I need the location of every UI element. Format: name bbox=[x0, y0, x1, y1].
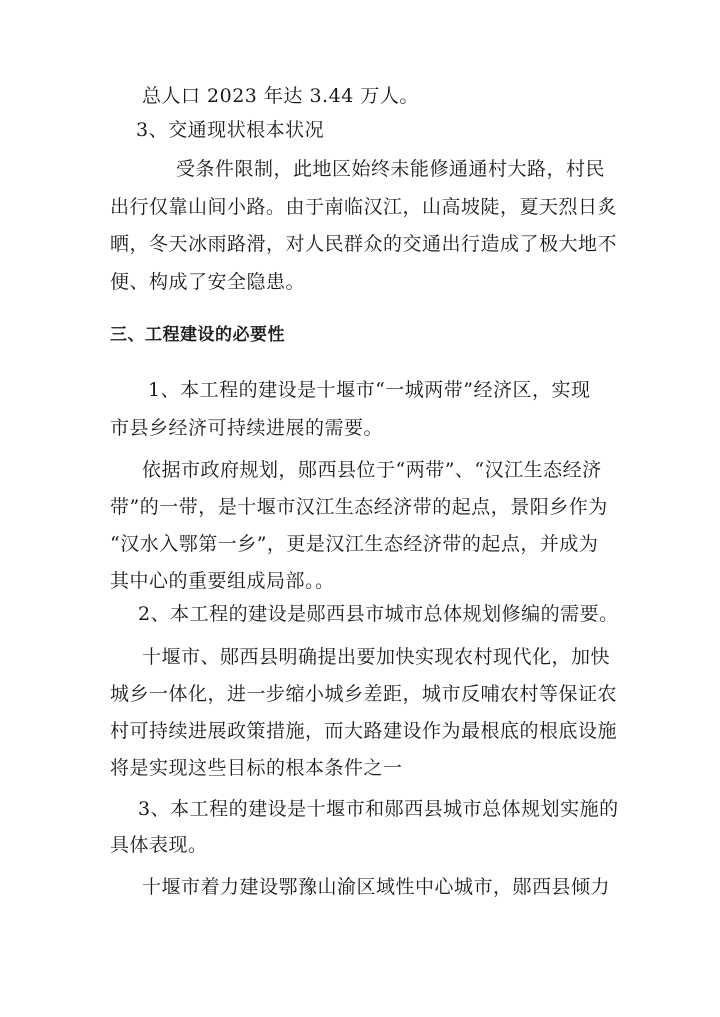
paragraph-line: “汉水入鄂第一乡”，更是汉江生态经济带的起点，并成为 bbox=[110, 533, 599, 555]
paragraph-line: 3、本工程的建设是十堰市和郧西县城市总体规划实施的 bbox=[138, 798, 619, 820]
paragraph-line: 十堰市、郧西县明确提出要加快实现农村现代化，加快 bbox=[142, 646, 611, 668]
paragraph-line: 出行仅靠山间小路。由于南临汉江，山高坡陡，夏天烈日炙 bbox=[110, 196, 618, 218]
paragraph-line: 村可持续进展政策措施，而大路建设作为最根底的根底设施 bbox=[110, 720, 618, 742]
paragraph-line: 具体表现。 bbox=[110, 834, 208, 856]
paragraph-line: 2、本工程的建设是郧西县市城市总体规划修编的需要。 bbox=[138, 603, 619, 625]
subsection-heading: 3、交通现状根本状况 bbox=[136, 119, 325, 141]
paragraph-line: 城乡一体化，进一步缩小城乡差距，城市反哺农村等保证农 bbox=[110, 683, 618, 705]
paragraph-line: 1、本工程的建设是十堰市“一城两带”经济区，实现 bbox=[148, 379, 591, 401]
paragraph-line: 市县乡经济可持续进展的需要。 bbox=[110, 417, 384, 439]
paragraph-line: 便、构成了安全隐患。 bbox=[110, 271, 306, 293]
paragraph-line: 总人口 2023 年达 3.44 万人。 bbox=[142, 85, 419, 107]
paragraph-line: 其中心的重要组成局部。。 bbox=[110, 570, 335, 592]
paragraph-line: 十堰市着力建设鄂豫山渝区域性中心城市，郧西县倾力 bbox=[142, 876, 611, 898]
paragraph-line: 受条件限制，此地区始终未能修通通村大路，村民 bbox=[176, 158, 606, 180]
section-heading: 三、工程建设的必要性 bbox=[110, 325, 285, 345]
paragraph-line: 依据市政府规划，郧西县位于“两带”、“汉江生态经济 bbox=[142, 459, 602, 481]
paragraph-line: 晒，冬天冰雨路滑，对人民群众的交通出行造成了极大地不 bbox=[110, 233, 618, 255]
paragraph-line: 带”的一带，是十堰市汉江生态经济带的起点，景阳乡作为 bbox=[110, 496, 608, 518]
paragraph-line: 将是实现这些目标的根本条件之一 bbox=[110, 757, 403, 779]
